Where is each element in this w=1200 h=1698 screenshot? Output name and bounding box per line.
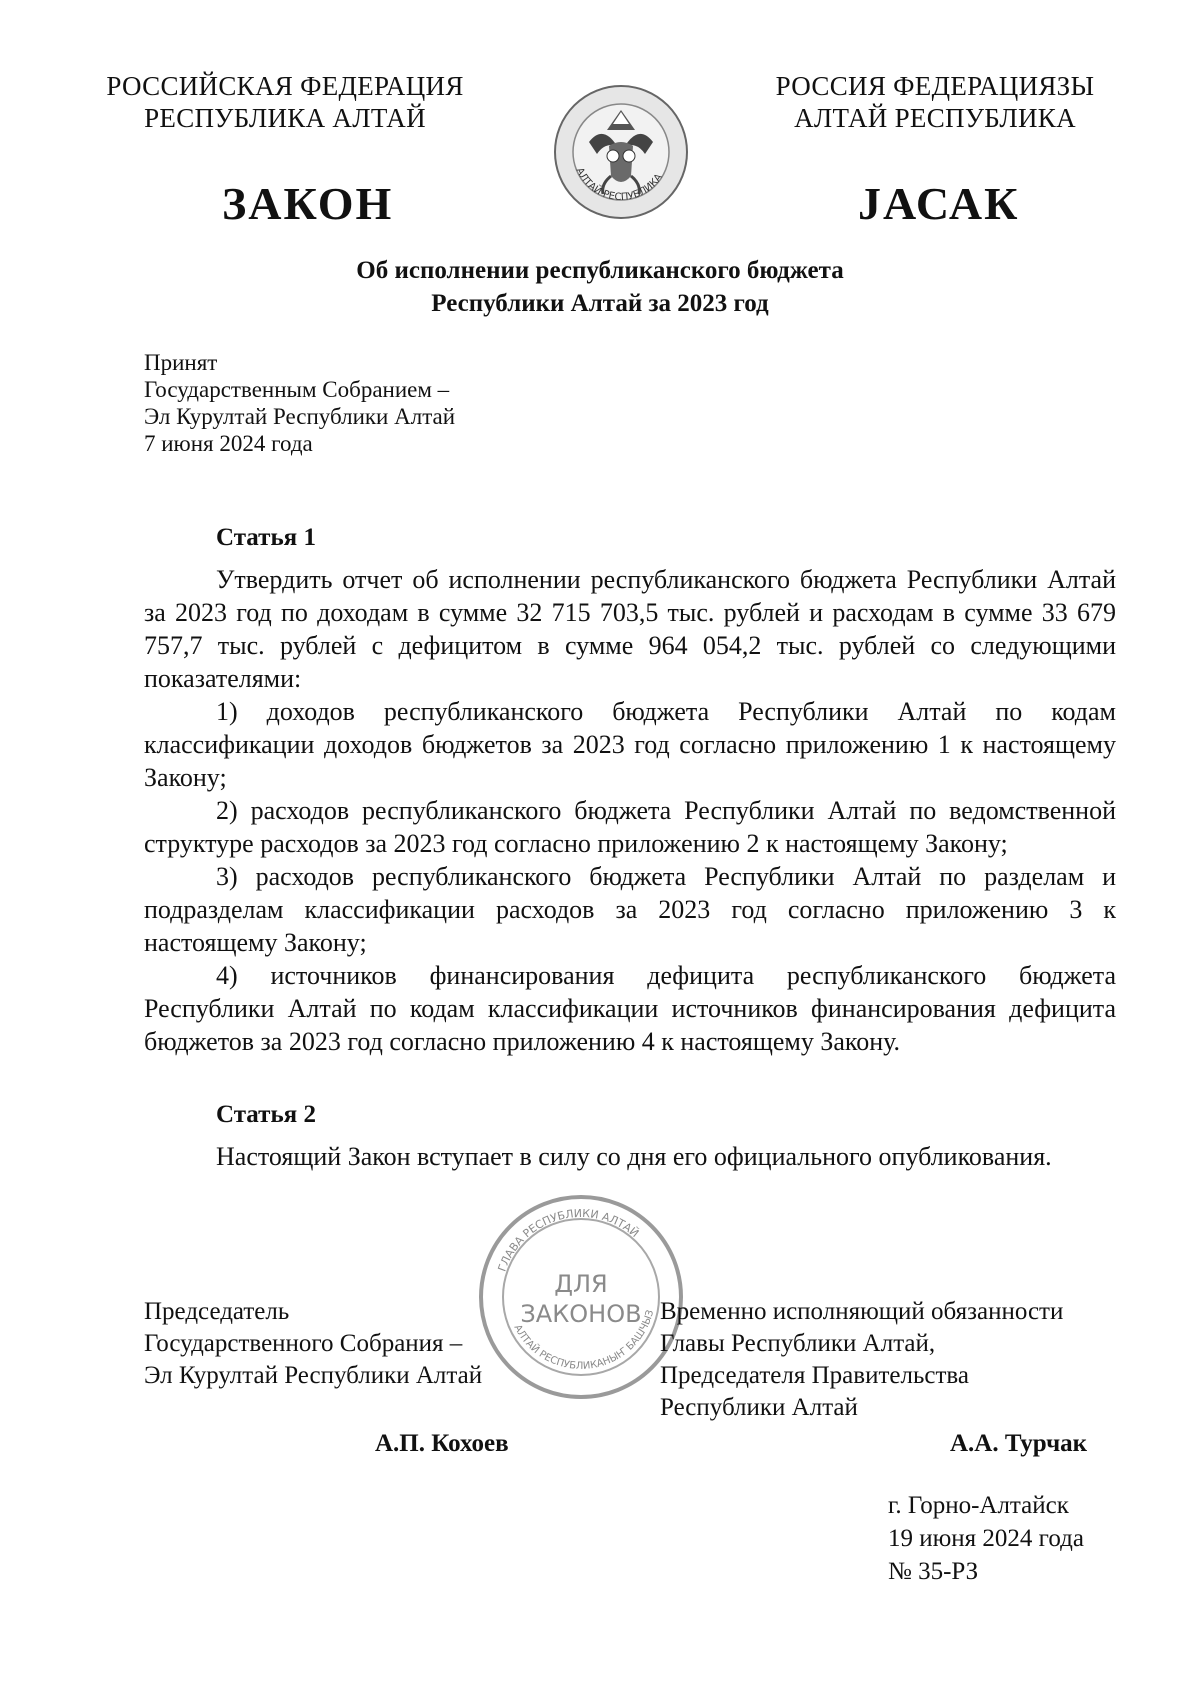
sig-right-line4: Республики Алтай — [660, 1394, 858, 1421]
sig-right-line3: Председателя Правительства — [660, 1362, 969, 1389]
adopted-line1: Принят — [144, 350, 218, 375]
header-left-line1: РОССИЙСКАЯ ФЕДЕРАЦИЯ — [106, 71, 464, 101]
sig-left-line1: Председатель — [144, 1298, 290, 1325]
article1-heading: Статья 1 — [216, 524, 316, 551]
stamp-line1: ДЛЯ — [554, 1270, 608, 1298]
coat-of-arms-icon — [553, 84, 689, 220]
stamp-ring-bottom: АЛТАЙ РЕСПУБЛИКАНЫҤ БАШЧЫЗ — [511, 1308, 657, 1372]
footer-number: № 35-РЗ — [888, 1558, 979, 1585]
article1-item-3: 3) расходов республиканского бюджета Республики Алтай по разделам и подразделам классификации расходов за 2023 год согласно приложению 3 к настоящему Закону; — [144, 862, 1116, 957]
document-title — [100, 254, 1100, 320]
footer-date: 19 июня 2024 года — [888, 1525, 1084, 1552]
header-right-line2: АЛТАЙ РЕСПУБЛИКА — [794, 103, 1076, 133]
adopted-line3: Эл Курултай Республики Алтай — [144, 404, 456, 429]
header-left-block — [90, 70, 480, 134]
stamp-ring-top: ГЛАВА РЕСПУБЛИКИ АЛТАЙ — [495, 1206, 642, 1274]
title-line1: Об исполнении республиканского бюджета — [356, 257, 844, 284]
svg-text:ГЛАВА РЕСПУБЛИКИ АЛТАЙ — [495, 1207, 641, 1273]
adopted-block — [144, 349, 455, 457]
header-right-line1: РОССИЯ ФЕДЕРАЦИЯЗЫ — [775, 71, 1095, 101]
footer-block — [888, 1489, 1084, 1588]
sig-right-line1: Временно исполняющий обязанности — [660, 1298, 1064, 1325]
article2-heading: Статья 2 — [216, 1101, 316, 1128]
signature-left-block — [144, 1296, 584, 1392]
header-right-block — [745, 70, 1125, 134]
sig-left-line2: Государственного Собрания – — [144, 1330, 463, 1357]
sig-right-line2: Главы Республики Алтай, — [660, 1330, 936, 1357]
stamp-line2: ЗАКОНОВ — [520, 1300, 642, 1328]
signature-right-block — [660, 1296, 1130, 1424]
footer-place: г. Горно-Алтайск — [888, 1492, 1069, 1519]
sig-left-line3: Эл Курултай Республики Алтай — [144, 1362, 483, 1389]
title-line2: Республики Алтай за 2023 год — [431, 290, 769, 317]
signatory-right-name: А.А. Турчак — [950, 1430, 1088, 1457]
word-jasak: JАСАК — [858, 178, 1020, 229]
article2-text: Настоящий Закон вступает в силу со дня его официального опубликования. — [216, 1142, 1052, 1171]
article1-intro: Утвердить отчет об исполнении республиканского бюджета Республики Алтай за 2023 год по доходам в сумме 32 715 703,5 тыс. рублей и расходам в сумме 33 679 757,7 тыс. рублей с дефицитом в сумме 964 054,2 тыс. рублей со следующими показателями: — [144, 565, 1116, 693]
article1-item-2: 2) расходов республиканского бюджета Республики Алтай по ведомственной структуре расходов за 2023 год согласно приложению 2 к настоящему Закону; — [144, 796, 1116, 858]
signatory-left-name: А.П. Кохоев — [375, 1430, 509, 1457]
word-zakon: ЗАКОН — [222, 178, 394, 229]
article1-item-4: 4) источников финансирования дефицита республиканского бюджета Республики Алтай по кодам классификации источников финансирования дефицита бюджетов за 2023 год согласно приложению 4 к настоящему Закону. — [144, 961, 1116, 1056]
article1-item-1: 1) доходов республиканского бюджета Республики Алтай по кодам классификации доходов бюджетов за 2023 год согласно приложению 1 к настоящему Закону; — [144, 697, 1116, 792]
emblem-motto: АЛТАЙ РЕСПУБЛИКА — [573, 166, 665, 204]
article1-body — [144, 563, 1116, 1058]
adopted-date: 7 июня 2024 года — [144, 431, 313, 456]
adopted-line2: Государственным Собранием – — [144, 377, 450, 402]
article2-body — [144, 1140, 1116, 1173]
header-left-line2: РЕСПУБЛИКА АЛТАЙ — [144, 103, 426, 133]
